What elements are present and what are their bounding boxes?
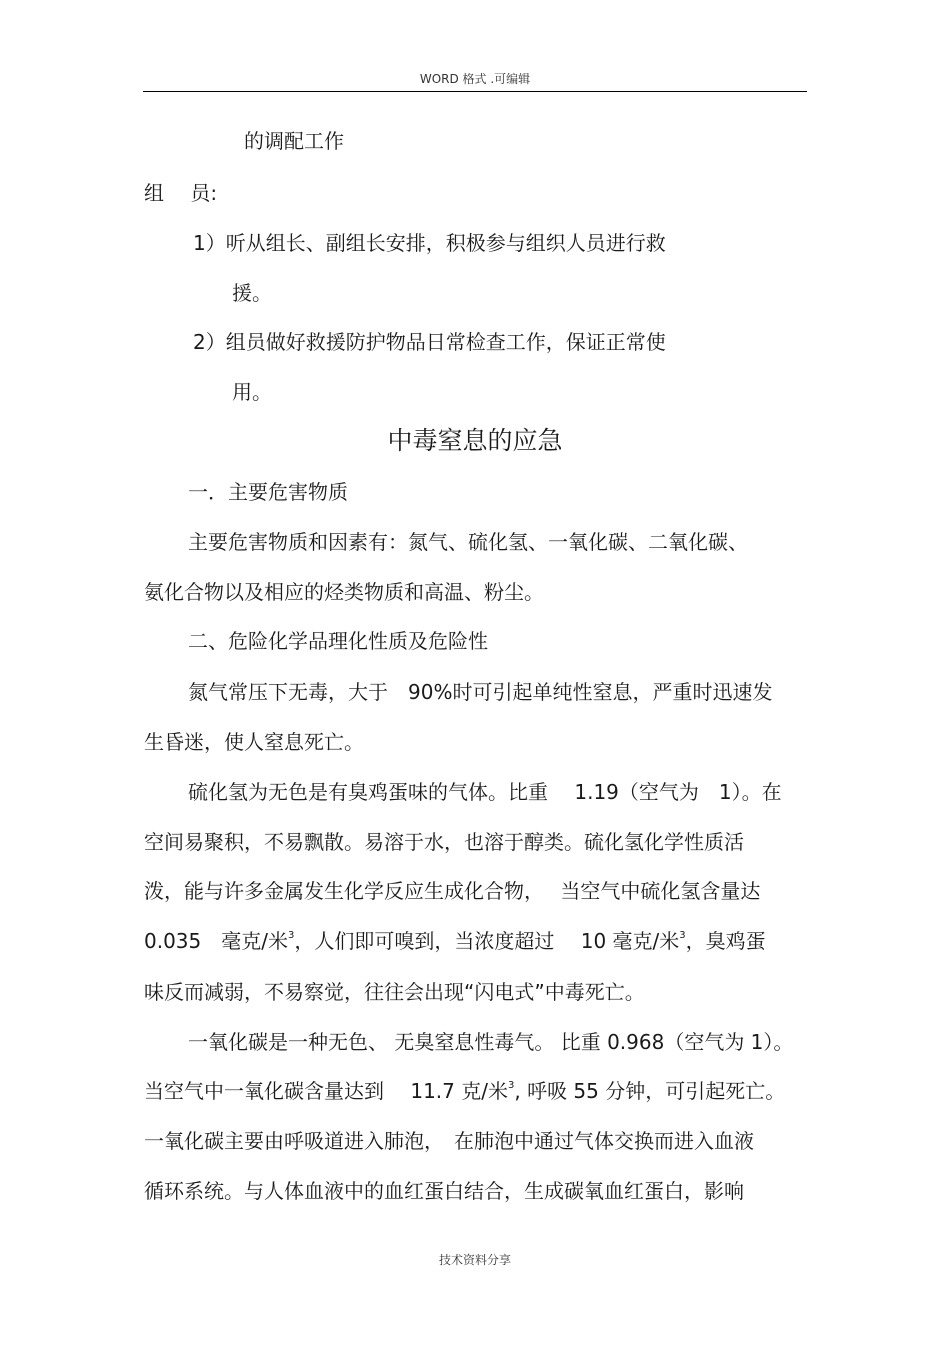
text-line — [144, 1078, 785, 1109]
text-line: 援。 — [232, 281, 272, 305]
superscript: 3 — [507, 1080, 515, 1091]
text-line: 氨化合物以及相应的烃类物质和高温、粉尘。 — [144, 580, 544, 604]
text-line: 氮气常压下无毒，大于 90%时可引起单纯性窒息，严重时迅速发 — [188, 680, 773, 704]
superscript: 3 — [679, 930, 686, 941]
section-heading-2: 二、危险化学品理化性质及危险性 — [188, 629, 488, 653]
page-footer: 技术资料分享 — [438, 1253, 511, 1267]
text-line: 组 员: — [144, 181, 218, 205]
text-line: 主要危害物质和因素有：氮气、硫化氢、一氧化碳、二氧化碳、 — [188, 530, 748, 554]
text-line: 的调配工作 — [244, 129, 344, 153]
superscript: 3 — [288, 930, 295, 941]
text-line: 一氧化碳主要由呼吸道进入肺泡， 在肺泡中通过气体交换而进入血液 — [144, 1129, 754, 1153]
text-line: 味反而减弱，不易察觉，往往会出现“闪电式”中毒死亡。 — [144, 980, 645, 1004]
text-line: 循环系统。与人体血液中的血红蛋白结合，生成碳氧血红蛋白，影响 — [144, 1179, 744, 1203]
list-item-1: 1）听从组长、副组长安排，积极参与组织人员进行救 — [193, 231, 666, 255]
text-fragment: ，臭鸡蛋 — [685, 929, 766, 953]
text-fragment: 当空气中一氧化碳含量达到 11.7 克/米 — [144, 1079, 508, 1103]
page-header: WORD 格式 .可编辑 — [419, 72, 531, 86]
header-rule — [143, 91, 807, 92]
text-line: 硫化氢为无色是有臭鸡蛋味的气体。比重 1.19（空气为 1）。在 — [188, 780, 782, 804]
text-line: 空间易聚积，不易飘散。易溶于水，也溶于醇类。硫化氢化学性质活 — [144, 830, 744, 854]
text-fragment: 0.035 毫克/米 — [144, 929, 288, 953]
text-line: 泼，能与许多金属发生化学反应生成化合物， 当空气中硫化氢含量达 — [144, 879, 761, 903]
section-title: 中毒窒息的应急 — [387, 426, 563, 455]
text-line: 用。 — [232, 380, 272, 404]
text-line: 生昏迷，使人窒息死亡。 — [144, 730, 364, 754]
section-heading-1: 一．主要危害物质 — [188, 480, 348, 504]
text-fragment: ，人们即可嗅到，当浓度超过 10 毫克/米 — [294, 929, 680, 953]
text-line — [144, 928, 766, 959]
list-item-2: 2）组员做好救援防护物品日常检查工作，保证正常使 — [193, 330, 666, 354]
text-line: 一氧化碳是一种无色、 无臭窒息性毒气。 比重 0.968（空气为 1）。 — [188, 1030, 794, 1054]
text-fragment: , 呼吸 55 分钟，可引起死亡。 — [514, 1079, 786, 1103]
